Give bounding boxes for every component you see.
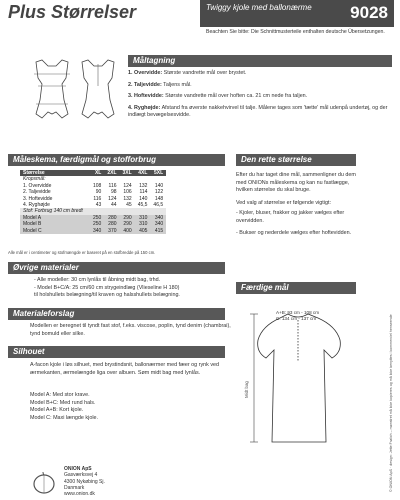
table-row: 3. Hoftevidde 116 124 132 140 148 (23, 195, 164, 202)
list-item: Model A+B: Kort kjole. (30, 407, 84, 414)
list-item: Model C: Maxi længde kjole. (30, 414, 99, 421)
measuring-heading: Måltagning (128, 55, 392, 67)
other-materials-text: - Alle modeller: 30 cm lynlås til åbning midt bag, trhd. - Model B+C/A: 25 cm/60 cm strygeindlæg (Vlieseline H 180) til holshullets belægning/til kraven og halsshullets belægning. (34, 277, 180, 299)
size-table-heading: Måleskema, færdigmål og stofforbrug (8, 154, 225, 166)
finished-heading: Færdige mål (236, 282, 356, 294)
model-list (30, 392, 230, 422)
website-link[interactable]: www.onion.dk (64, 491, 95, 498)
center-back-label: Midt bag (244, 381, 249, 398)
table-note: Alle mål er i centimeter og stofmængde er baseret på en stofbredde på 150 cm. (8, 250, 156, 255)
garment-diagram (236, 302, 364, 452)
measure-item: 2. Taljevidde: Taljens mål. (128, 81, 192, 88)
measure-item: 1. Overvidde: Største vandrette mål over brystet. (128, 70, 247, 76)
finished-lengths: A+B: 93 cm - 108 cm C: 134 cm - 137 cm (276, 310, 320, 321)
right-size-text: Efter du har taget dine mål, sammenligner du dem med ONIONs måleskema og kan nu fastlægge, hvilken størrelse du skal bruge. Ved valg af størrelse er følgende vigtigt: - Kjoler, bluser, frakker og jakker vælges efter overvidden. - Bukser og nederdele vælges efter hoftevidden. (236, 172, 356, 236)
pattern-number: 9028 (350, 3, 388, 22)
silhouette-heading: Silhouet (8, 346, 225, 358)
german-notice: Beachten Sie bitte: Die Schnittmusterteile enthalten deutsche Übersetzungen. (206, 29, 385, 35)
table-row: Stof: Forbrug 140 cm bredt (20, 208, 166, 214)
measuring-list (128, 70, 390, 120)
table-row: 2. Taljevidde 90 98 106 114 122 (23, 189, 164, 196)
copyright-vertical: © ONION ApS · design: Jette Frølich – mønstret må ikke kopieres og må ikke benyttes i kommerciel henseende (389, 314, 393, 492)
table-row: Model C 340 370 400 405 415 (20, 228, 166, 234)
page-title: Plus Størrelser (8, 2, 137, 22)
list-item: Model A: Med stor krave. (30, 392, 90, 398)
table-row: Model A 250 280 290 310 340 (20, 215, 166, 221)
company-name: ONION ApS (64, 466, 92, 472)
table-row: 4. Ryghøjde 43 44 45 45,5 46,5 (23, 202, 164, 209)
company-address: ONION ApS Gasværksvej 4 4300 Nykøbing Sj. Danmark www.onion.dk (64, 466, 105, 498)
measurement-figures (22, 56, 118, 138)
table-header-row: Størrelse XL 2XL 3XL 4XL 5XL (20, 170, 166, 176)
onion-logo-icon (30, 472, 58, 499)
list-item: Model B+C: Med rund hals. (30, 399, 96, 406)
table-row: Model B 250 280 290 310 340 (20, 221, 166, 227)
measure-item: 3. Hoftevidde: Største vandrette mål over hoften ca. 21 cm nede fra taljen. (128, 93, 308, 100)
other-materials-heading: Øvrige materialer (8, 262, 225, 274)
material-suggestion-heading: Materialeforslag (8, 308, 225, 320)
silhouette-text: A-facon kjole i løs silhuet, med brystindsnit, ballonærmer med fæer og rynk ved ærmekanten, ærmelængde liga over albuen. Søm midt bag med lynlås. (30, 362, 220, 376)
material-suggestion-text: Modellen er beregnet til tyndt fast stof, f.eks. viscose, poplin, tynd denim (chambrai), tynd bomuld eller silke. (30, 323, 231, 337)
size-table (20, 170, 166, 234)
right-size-heading: Den rette størrelse (236, 154, 356, 166)
body-figure-icon (22, 56, 118, 138)
dress-diagram-icon (236, 302, 364, 452)
table-row: Kropsmål: (23, 176, 46, 183)
table-row: 1. Overvidde 108 116 124 132 140 (23, 182, 164, 189)
pattern-name: Twiggy kjole med ballonærme (206, 3, 312, 12)
pattern-label-box (200, 0, 394, 27)
measure-item: 4. Ryghøjde: Afstand fra øverste nakkehvirvel til talje. Målene tages som 'tætte' mål udenpå undertøj, og der indlægt bevægelsesvidde. (128, 104, 388, 119)
